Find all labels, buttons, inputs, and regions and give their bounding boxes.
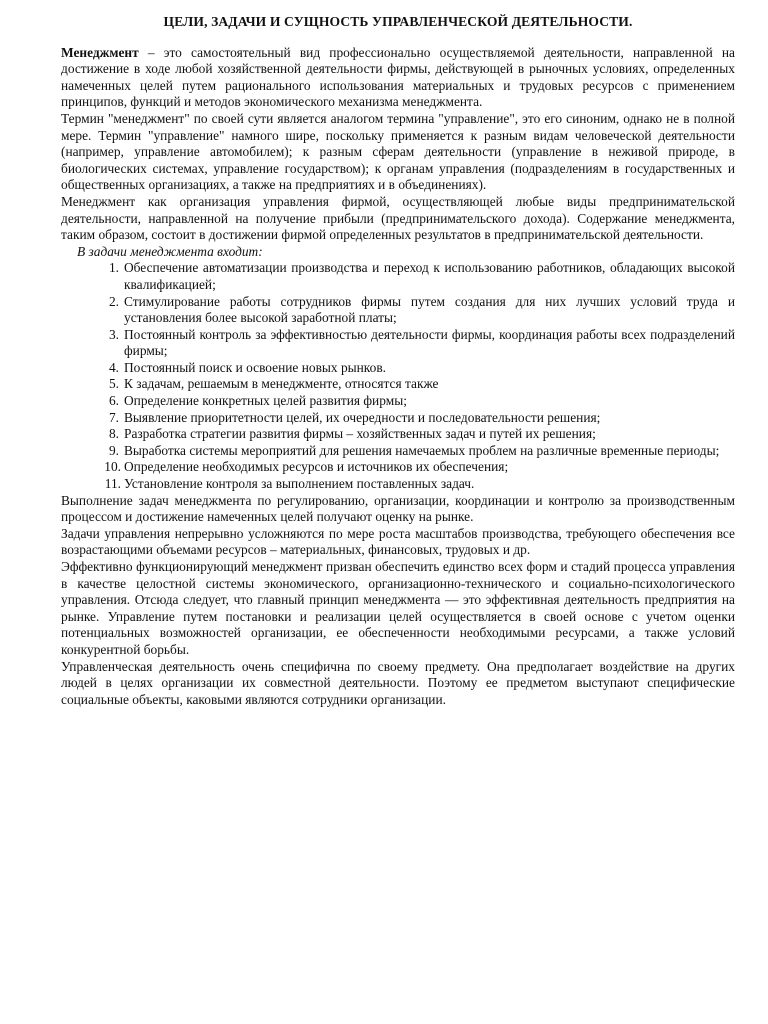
list-item <box>61 443 735 460</box>
list-item-text: Выработка системы мероприятий для решения намечаемых проблем на различные временные периоды; <box>124 442 720 458</box>
list-item-text: Определение конкретных целей развития фирмы; <box>124 393 407 409</box>
list-item-text: Постоянный контроль за эффективностью деятельности фирмы, координация работы всех подразделений фирмы; <box>124 326 735 359</box>
list-item-number: 6. <box>108 393 119 409</box>
list-item-text: Определение необходимых ресурсов и источников их обеспечения; <box>124 459 509 475</box>
list-item <box>61 459 735 476</box>
list-item-number: 11. <box>104 476 121 492</box>
paragraph-effective-management: Эффективно функционирующий менеджмент призван обеспечить единство всех форм и стадий процесса управления в качестве целостной системы экономического, организационно-технического и социально-психологического управления. Отсюда следует, что главный принцип менеджмента — это эффективная деятельность предприятия на рынке. Управление путем постановки и реализации целей осуществляется в своей основе с учетом оценки потенциальных возможностей организации, ее обеспеченности необходимыми ресурсами, а также условий конкурентной борьбы. <box>61 559 735 657</box>
definition-text: – это самостоятельный вид профессионально осуществляемой деятельности, направленной на достижение в ходе любой хозяйственной деятельности фирмы, действующей в рыночных условиях, определенных намеченных целей путем рационального использования материальных и трудовых ресурсов с применением принципов, функций и методов экономического механизма менеджмента. <box>61 44 735 110</box>
document-title: ЦЕЛИ, ЗАДАЧИ И СУЩНОСТЬ УПРАВЛЕНЧЕСКОЙ ДЕЯТЕЛЬНОСТИ. <box>163 14 633 29</box>
paragraph-management-organization: Менеджмент как организация управления фирмой, осуществляющей любые виды предпринимательской деятельности, направленной на получение прибыли (предпринимательского дохода). Содержание менеджмента, таким образом, состоит в достижении фирмой определенных результатов в предпринимательской деятельности. <box>61 193 735 243</box>
list-item <box>61 360 735 377</box>
list-item-text: К задачам, решаемым в менеджменте, относятся также <box>124 376 439 392</box>
list-item-number: 10. <box>104 459 121 475</box>
paragraph-tasks-complexity: Задачи управления непрерывно усложняются по мере роста масштабов производства, требующего обеспечения все возрастающими объемами ресурсов – материальных, финансовых, трудовых и др. <box>61 525 735 558</box>
paragraph-term-comparison: Термин "менеджмент" по своей сути является аналогом термина "управление", это его синоним, однако не в полной мере. Термин "управление" намного шире, поскольку применяется к разным видам человеческой деятельности (например, управление автомобилем); к разным сферам деятельности (управление в неживой природе, в биологических системах, управление государством); к органам управления (подразделениям в государственных и общественных организациях, а также на предприятиях и в объединениях). <box>61 110 735 193</box>
list-item-number: 1. <box>108 260 119 276</box>
document-page <box>61 14 735 708</box>
list-item-number: 9. <box>108 442 119 458</box>
list-item-number: 8. <box>108 426 119 442</box>
definition-term: Менеджмент <box>61 44 139 60</box>
list-item <box>61 376 735 393</box>
list-item <box>61 294 735 327</box>
list-item-number: 5. <box>108 376 119 392</box>
tasks-list <box>61 260 735 492</box>
paragraph-tasks-evaluation: Выполнение задач менеджмента по регулированию, организации, координации и контролю за производственным процессом и достижение намеченных целей получают оценку на рынке. <box>61 492 735 525</box>
paragraph-management-subject: Управленческая деятельность очень специфична по своему предмету. Она предполагает воздействие на других людей в целях организации их совместной деятельности. Поэтому ее предметом выступают специфические социальные объекты, каковыми являются сотрудники организации. <box>61 658 735 707</box>
list-item-text: Постоянный поиск и освоение новых рынков. <box>124 359 386 375</box>
list-item-number: 3. <box>108 326 119 342</box>
list-item-text: Разработка стратегии развития фирмы – хозяйственных задач и путей их решения; <box>124 426 596 442</box>
tasks-intro: В задачи менеджмента входит: <box>77 243 263 259</box>
definition-paragraph <box>61 45 735 111</box>
list-item <box>61 426 735 443</box>
list-item-text: Стимулирование работы сотрудников фирмы путем создания для них лучших условий труда и установления более высокой заработной платы; <box>124 293 735 326</box>
list-item-text: Установление контроля за выполнением поставленных задач. <box>124 476 475 492</box>
list-item <box>61 476 735 493</box>
list-item-text: Выявление приоритетности целей, их очередности и последовательности решения; <box>124 409 601 425</box>
list-item-text: Обеспечение автоматизации производства и переход к использованию работников, обладающих высокой квалификацией; <box>124 260 735 292</box>
list-item-number: 2. <box>108 293 119 309</box>
list-item <box>61 260 735 293</box>
list-item <box>61 410 735 427</box>
list-item-number: 4. <box>108 359 119 375</box>
list-item-number: 7. <box>108 409 119 425</box>
list-item <box>61 327 735 360</box>
list-item <box>61 393 735 410</box>
